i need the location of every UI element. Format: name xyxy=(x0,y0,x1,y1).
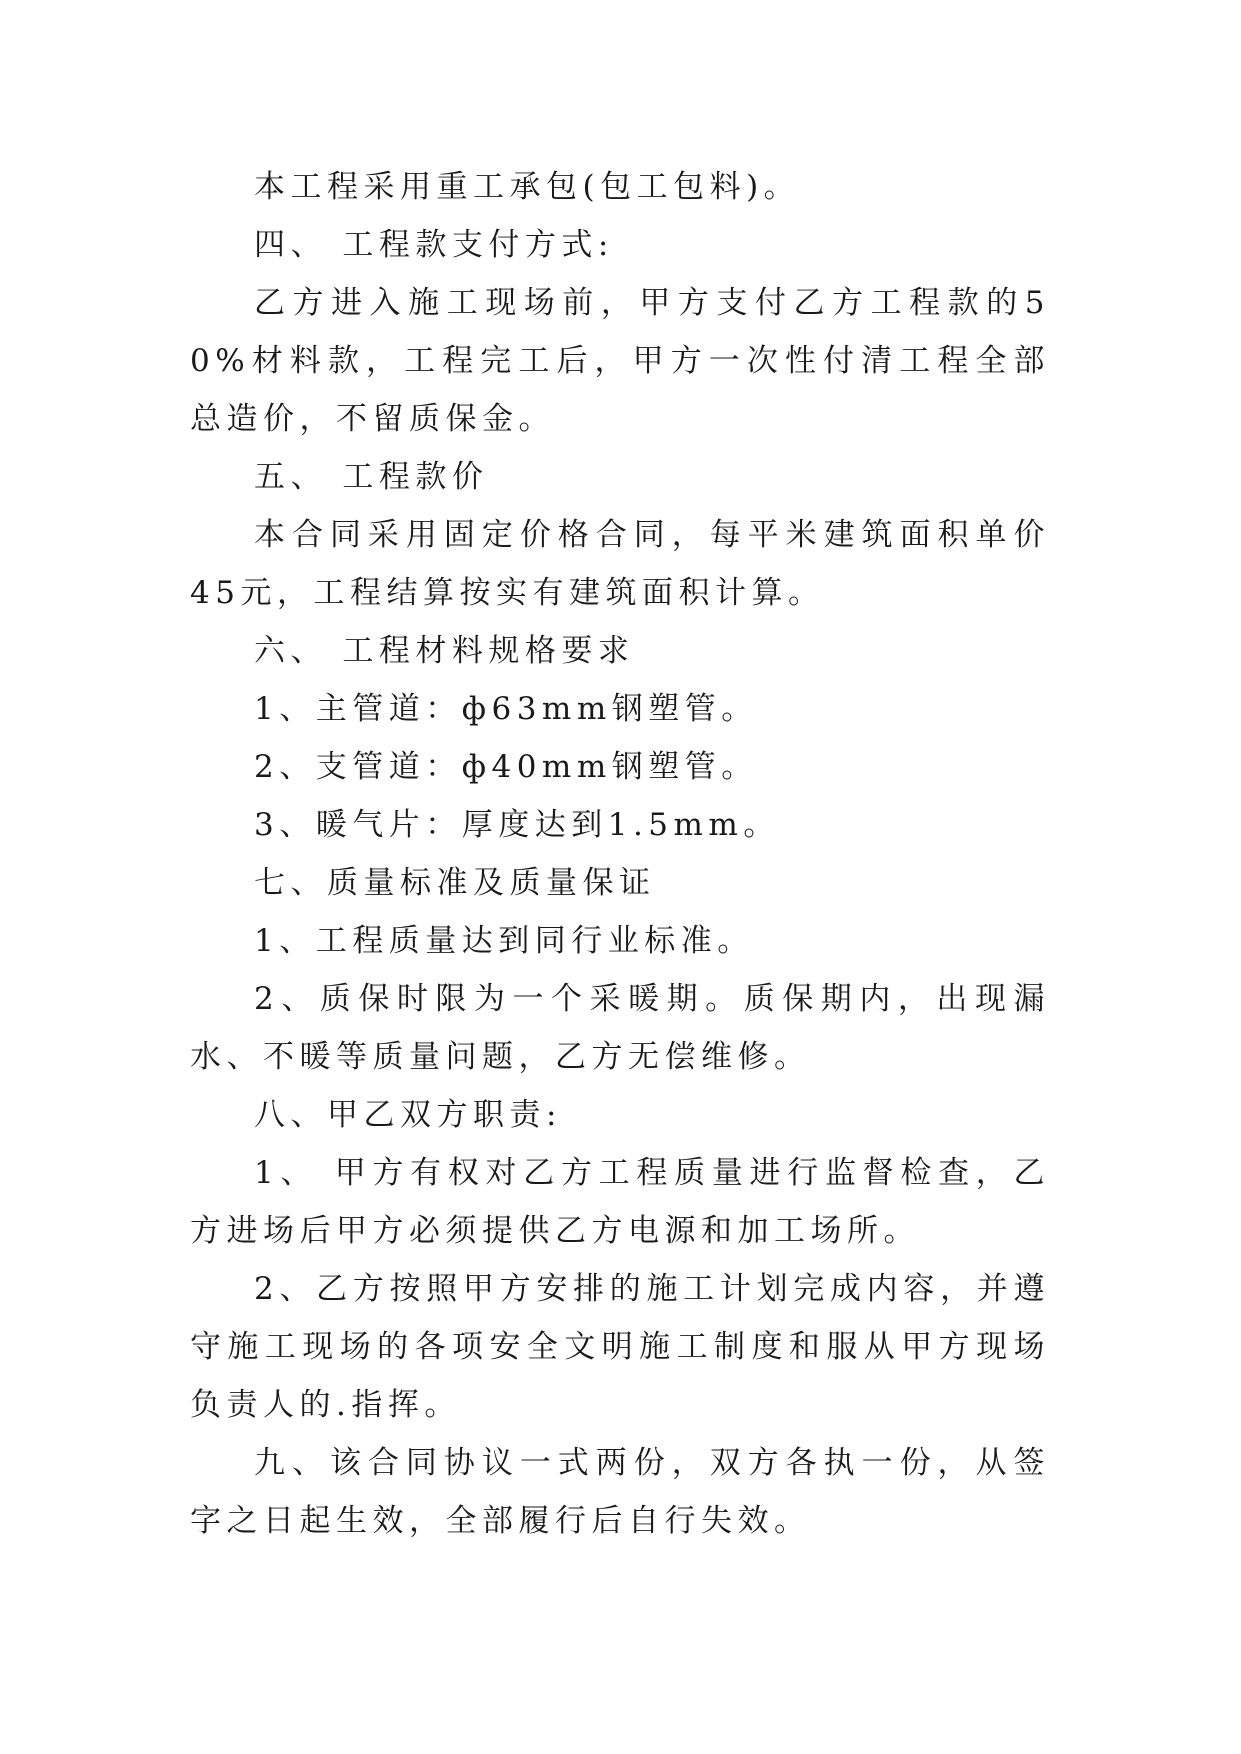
paragraph-payment-terms: 乙方进入施工现场前，甲方支付乙方工程款的50%材料款，工程完工后，甲方一次性付清工程全部总造价，不留质保金。 xyxy=(190,285,1050,437)
paragraph-party-b-duty: 2、乙方按照甲方安排的施工计划完成内容，并遵守施工现场的各项安全文明施工制度和服从甲方现场负责人的.指挥。 xyxy=(190,1271,1050,1423)
paragraph-contract-copies: 九、该合同协议一式两份，双方各执一份，从签字之日起生效，全部履行后自行失效。 xyxy=(190,1445,1050,1539)
heading-responsibilities: 八、甲乙双方职责: xyxy=(254,1097,562,1133)
paragraph-main-pipe: 1、主管道：ф63mm钢塑管。 xyxy=(254,691,758,727)
paragraph-quality-level: 1、工程质量达到同行业标准。 xyxy=(254,923,754,959)
heading-payment-method: 四、 工程款支付方式: xyxy=(254,227,614,263)
document-body xyxy=(190,158,1050,1550)
heading-material-specs: 六、 工程材料规格要求 xyxy=(254,633,635,669)
paragraph-contract-type: 本工程采用重工承包(包工包料)。 xyxy=(254,169,801,205)
paragraph-branch-pipe: 2、支管道：ф40mm钢塑管。 xyxy=(254,749,758,785)
heading-project-price: 五、 工程款价 xyxy=(254,459,489,495)
paragraph-price-terms: 本合同采用固定价格合同，每平米建筑面积单价 45元，工程结算按实有建筑面积计算。 xyxy=(190,517,1050,611)
paragraph-radiator: 3、暖气片：厚度达到1.5mm。 xyxy=(254,807,780,843)
heading-quality-standard: 七、质量标准及质量保证 xyxy=(254,865,656,901)
paragraph-warranty: 2、质保时限为一个采暖期。质保期内，出现漏水、不暖等质量问题，乙方无偿维修。 xyxy=(190,981,1050,1075)
paragraph-party-a-duty: 1、 甲方有权对乙方工程质量进行监督检查，乙方进场后甲方必须提供乙方电源和加工场所。 xyxy=(190,1155,1050,1249)
